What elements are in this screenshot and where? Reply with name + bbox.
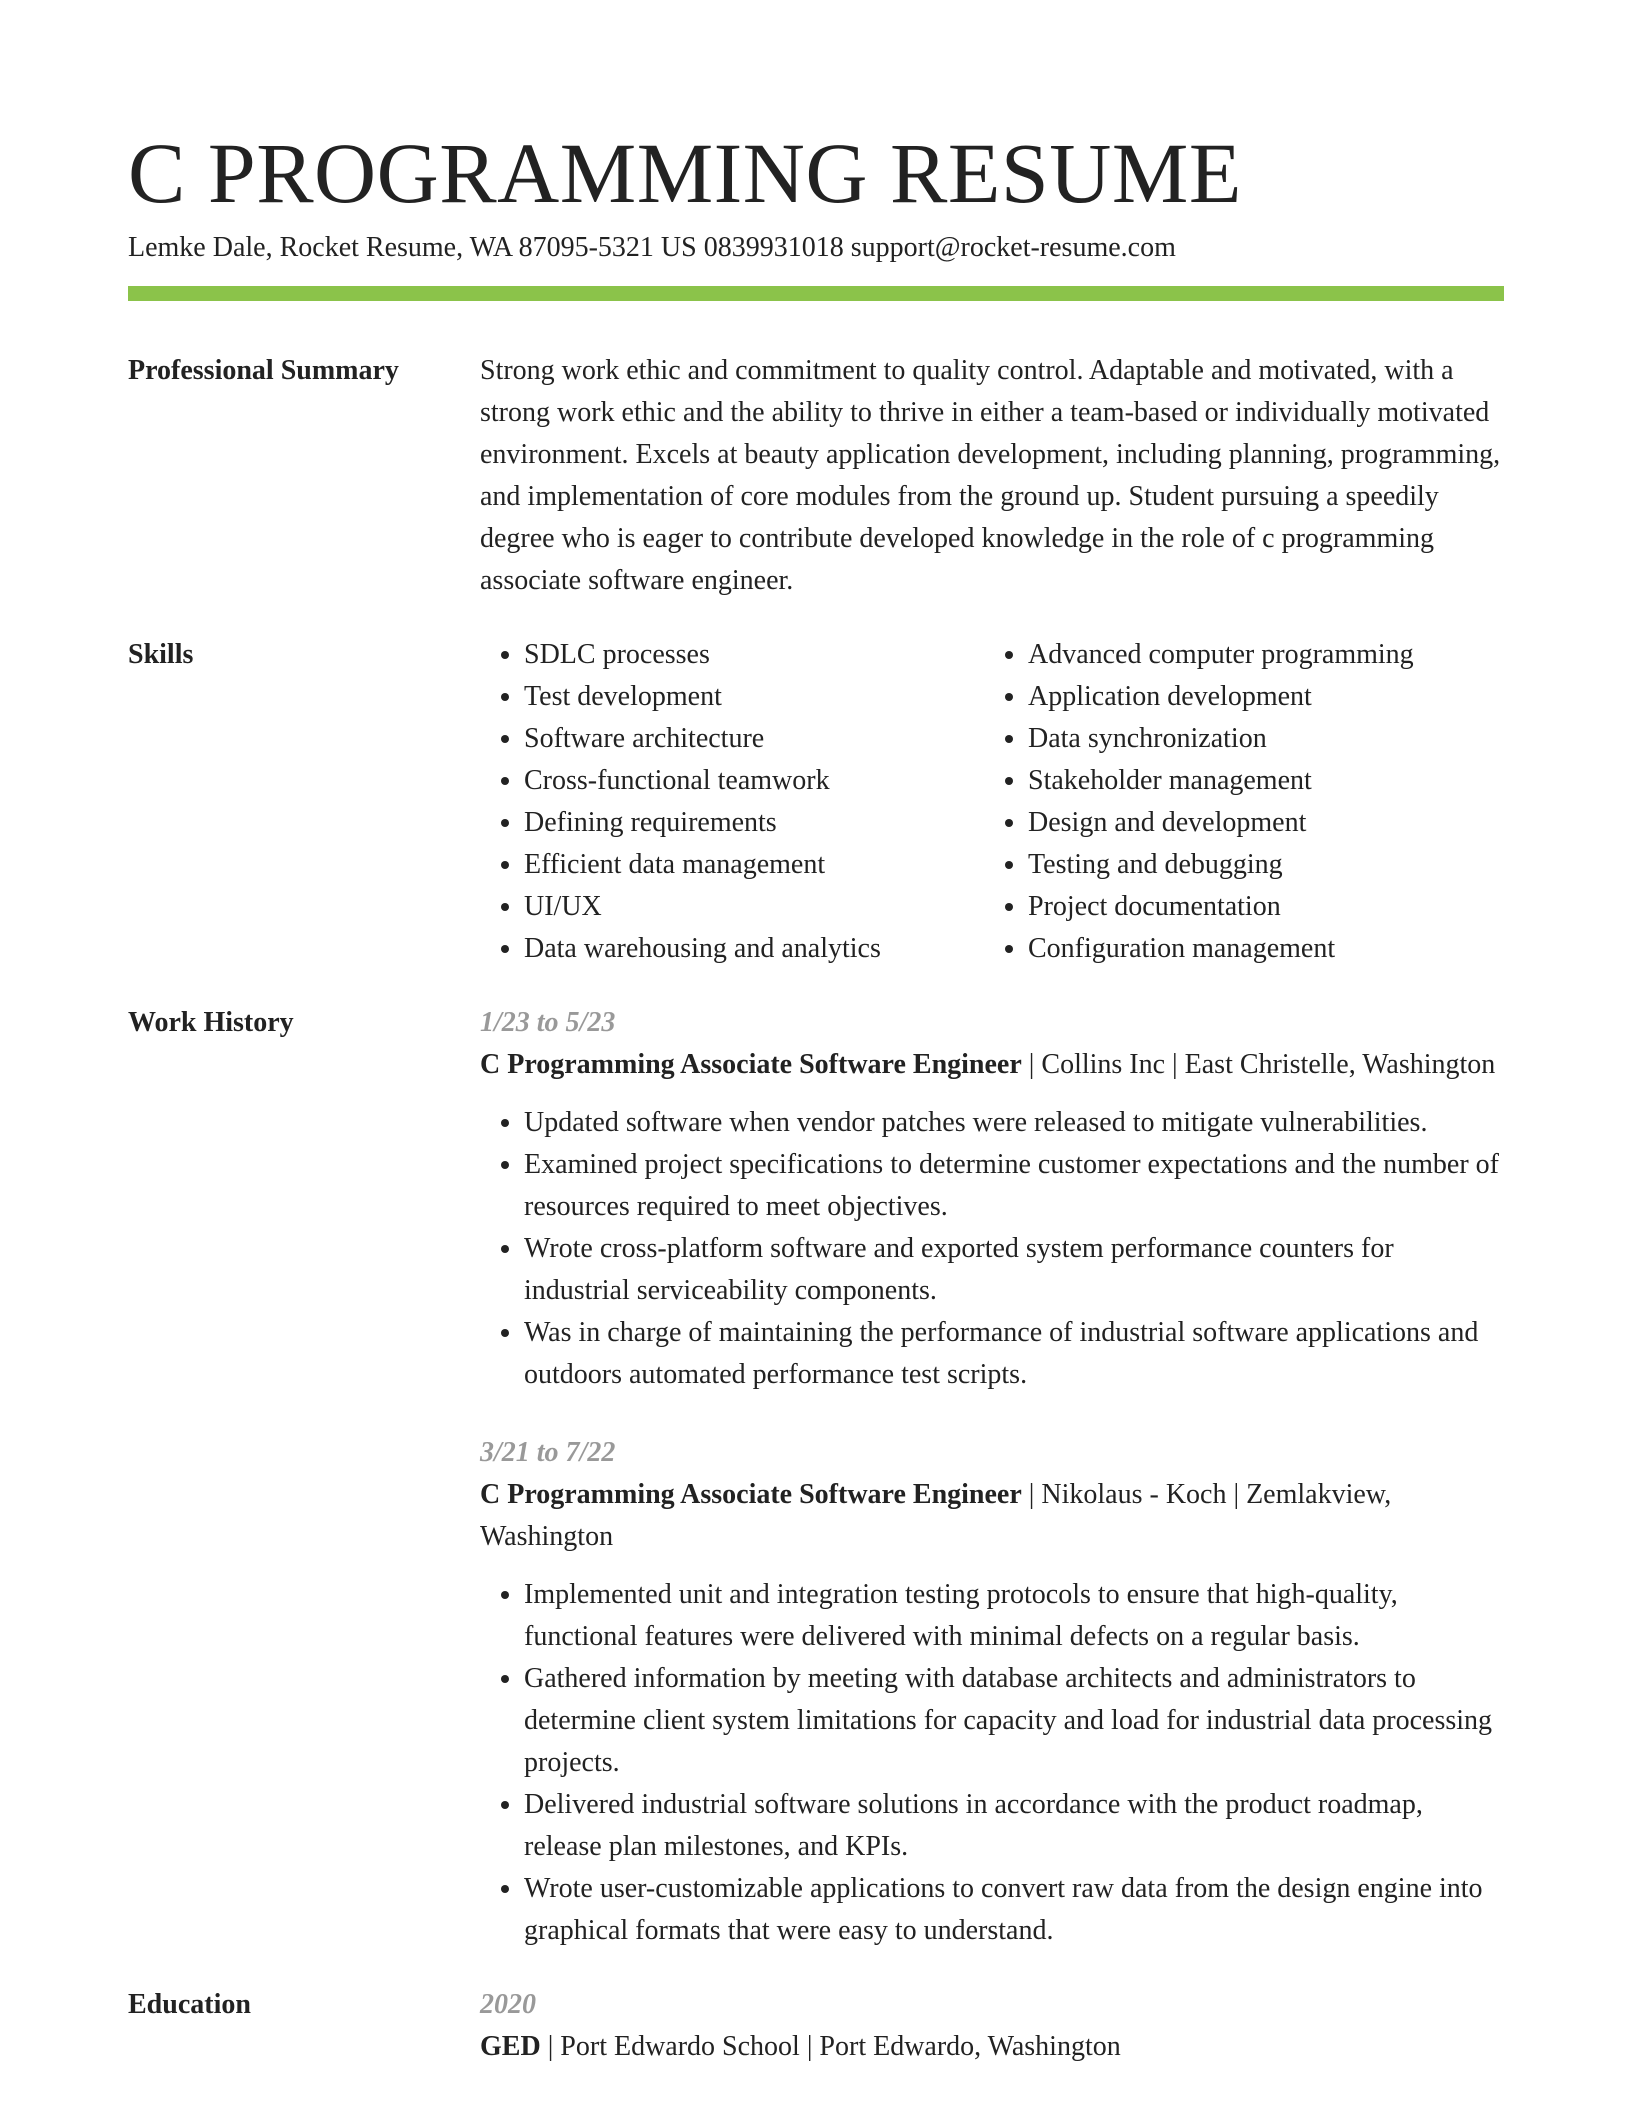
work-history-body	[480, 1002, 1504, 1952]
job-header	[480, 1474, 1504, 1558]
job-entry	[480, 1432, 1504, 1952]
summary-body	[480, 350, 1504, 602]
job-employer-location: | Collins Inc | East Christelle, Washington	[1021, 1049, 1496, 1080]
job-title: C Programming Associate Software Engineer	[480, 1479, 1022, 1510]
skill-item: • Configuration management	[1028, 928, 1504, 970]
skill-item: • Application development	[1028, 676, 1504, 718]
resume-sections	[128, 350, 1504, 2100]
job-title: C Programming Associate Software Engineer	[480, 1049, 1022, 1080]
summary-section	[128, 350, 1504, 602]
summary-heading: Professional Summary	[128, 355, 399, 386]
skills-heading: Skills	[128, 639, 194, 670]
education-dates: 2020	[480, 1989, 536, 2020]
duty-item: • Wrote user-customizable applications to convert raw data from the design engine into graphical formats that were easy to understand.	[524, 1868, 1504, 1952]
job-employer-location: | Nikolaus - Koch | Zemlakview, Washington	[480, 1479, 1392, 1552]
skill-item: • Data synchronization	[1028, 718, 1504, 760]
skill-item: • Test development	[524, 676, 984, 718]
skill-item: • Efficient data management	[524, 844, 984, 886]
degree-title: GED	[480, 2031, 541, 2062]
duty-item: • Was in charge of maintaining the performance of industrial software applications and outdoors automated performance test scripts.	[524, 1312, 1504, 1396]
skill-item: • Testing and debugging	[1028, 844, 1504, 886]
summary-text: Strong work ethic and commitment to quality control. Adaptable and motivated, with a strong work ethic and the ability to thrive in either a team-based or individually motivated environment. Excels at beauty application development, including planning, programming, and implementation of core modules from the ground up. Student pursuing a speedily degree who is eager to contribute developed knowledge in the role of c programming associate software engineer.	[480, 355, 1501, 596]
duty-item: • Wrote cross-platform software and exported system performance counters for industrial serviceability components.	[524, 1228, 1504, 1312]
job-duties	[480, 1102, 1504, 1396]
work-history-section	[128, 1002, 1504, 1952]
job-duties	[480, 1574, 1504, 1952]
duty-item: • Updated software when vendor patches were released to mitigate vulnerabilities.	[524, 1102, 1504, 1144]
job-dates: 1/23 to 5/23	[480, 1007, 616, 1038]
skill-item: • SDLC processes	[524, 634, 984, 676]
skills-body	[480, 634, 1504, 970]
job-entry	[480, 1002, 1504, 1396]
job-header	[480, 1044, 1504, 1086]
education-heading: Education	[128, 1989, 251, 2020]
skill-item: • Data warehousing and analytics	[524, 928, 984, 970]
accent-divider	[128, 286, 1504, 301]
education-entry	[480, 2026, 1504, 2068]
skill-item: • Stakeholder management	[1028, 760, 1504, 802]
education-section	[128, 1984, 1504, 2068]
skills-section	[128, 634, 1504, 970]
skill-item: • UI/UX	[524, 886, 984, 928]
duty-item: • Implemented unit and integration testing protocols to ensure that high-quality, functional features were delivered with minimal defects on a regular basis.	[524, 1574, 1504, 1658]
skills-column-right	[984, 634, 1504, 970]
education-body	[480, 1984, 1504, 2068]
work-history-heading: Work History	[128, 1007, 294, 1038]
skill-item: • Defining requirements	[524, 802, 984, 844]
skill-item: • Advanced computer programming	[1028, 634, 1504, 676]
skill-item: • Software architecture	[524, 718, 984, 760]
contact-line: Lemke Dale, Rocket Resume, WA 87095-5321 US 0839931018 support@rocket-resume.com	[128, 232, 1176, 263]
duty-item: • Delivered industrial software solutions in accordance with the product roadmap, release plan milestones, and KPIs.	[524, 1784, 1504, 1868]
resume-title: C PROGRAMMING RESUME	[128, 125, 1242, 221]
skills-column-left	[480, 634, 984, 970]
school-location: | Port Edwardo School | Port Edwardo, Washington	[540, 2031, 1121, 2062]
skill-item: • Cross-functional teamwork	[524, 760, 984, 802]
skill-item: • Design and development	[1028, 802, 1504, 844]
duty-item: • Gathered information by meeting with database architects and administrators to determine client system limitations for capacity and load for industrial data processing projects.	[524, 1658, 1504, 1784]
job-dates: 3/21 to 7/22	[480, 1437, 616, 1468]
skill-item: • Project documentation	[1028, 886, 1504, 928]
duty-item: • Examined project specifications to determine customer expectations and the number of resources required to meet objectives.	[524, 1144, 1504, 1228]
